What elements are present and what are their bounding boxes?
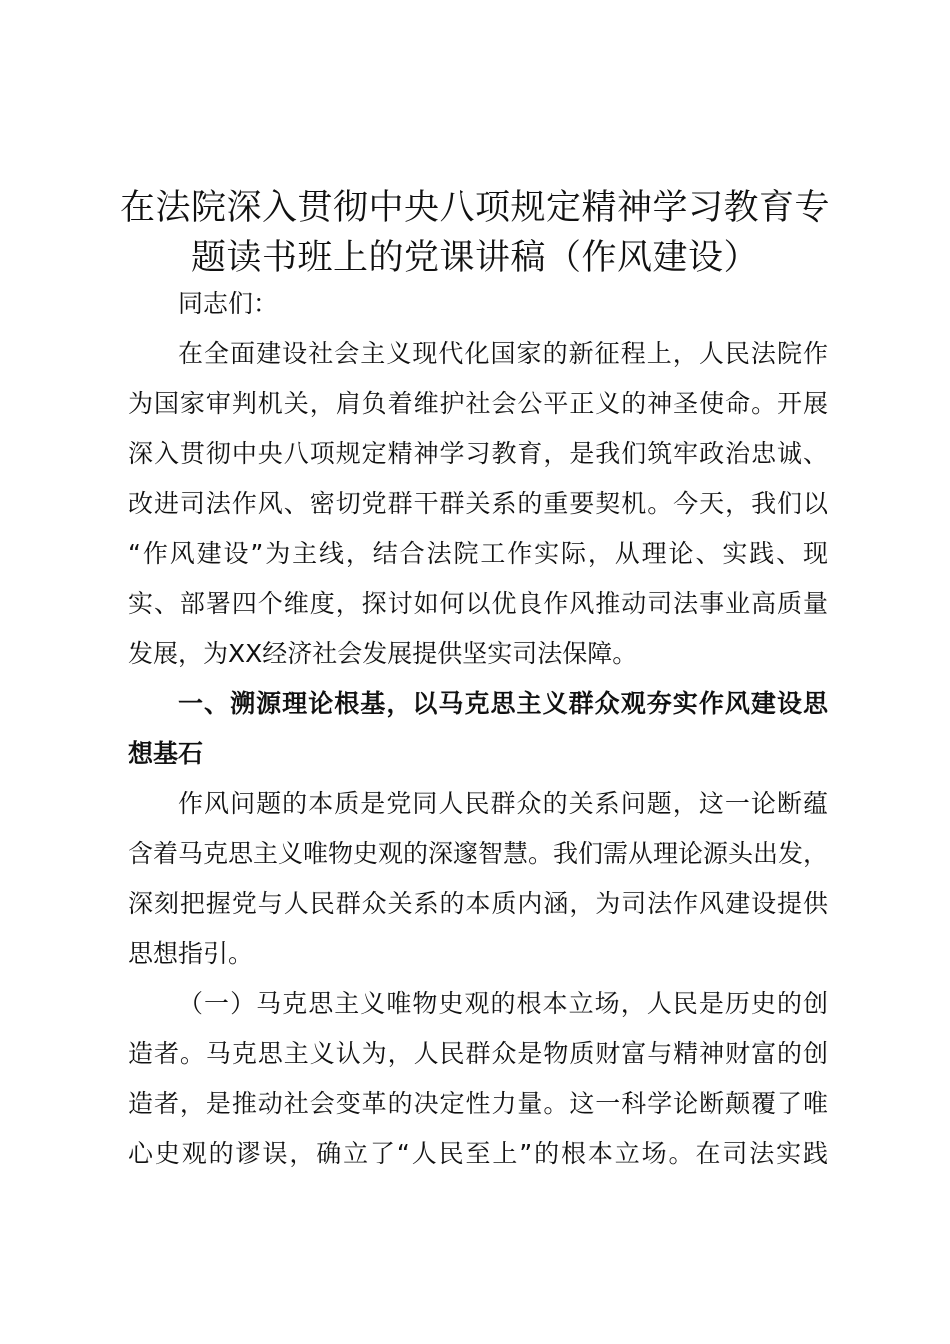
body-line: 发展，为XX经济社会发展提供坚实司法保障。 [128,639,638,668]
body-line: 改进司法作风、密切党群干群关系的重要契机。今天，我们以 [128,489,828,518]
document-title-line-1: 在法院深入贯彻中央八项规定精神学习教育专 [119,188,830,228]
body-line: 为国家审判机关，肩负着维护社会公平正义的神圣使命。开展 [128,389,828,418]
document-title-line-2: 题读书班上的党课讲稿（作风建设） [190,238,759,278]
section-heading-line: 想基石 [128,739,204,768]
section-heading-line: 一、溯源理论根基，以马克思主义群众观夯实作风建设思 [178,689,828,718]
body-line: 含着马克思主义唯物史观的深邃智慧。我们需从理论源头出发， [128,839,829,868]
body-line: 造者。马克思主义认为，人民群众是物质财富与精神财富的创 [128,1039,828,1068]
salutation: 同志们： [178,289,279,318]
body-line: “作风建设”为主线，结合法院工作实际，从理论、实践、现 [128,539,828,568]
body-line: 深入贯彻中央八项规定精神学习教育，是我们筑牢政治忠诚、 [128,439,828,468]
body-line: 心史观的谬误，确立了“人民至上”的根本立场。在司法实践 [128,1139,828,1168]
body-line: 实、部署四个维度，探讨如何以优良作风推动司法事业高质量 [128,589,828,618]
body-line: 造者，是推动社会变革的决定性力量。这一科学论断颠覆了唯 [128,1089,828,1118]
body-line: 思想指引。 [128,939,254,968]
body-line: 在全面建设社会主义现代化国家的新征程上，人民法院作 [178,339,828,368]
body-line: 深刻把握党与人民群众关系的本质内涵，为司法作风建设提供 [128,889,828,918]
body-line: 作风问题的本质是党同人民群众的关系问题，这一论断蕴 [178,789,828,818]
subsection-line: （一）马克思主义唯物史观的根本立场，人民是历史的创 [178,989,828,1018]
